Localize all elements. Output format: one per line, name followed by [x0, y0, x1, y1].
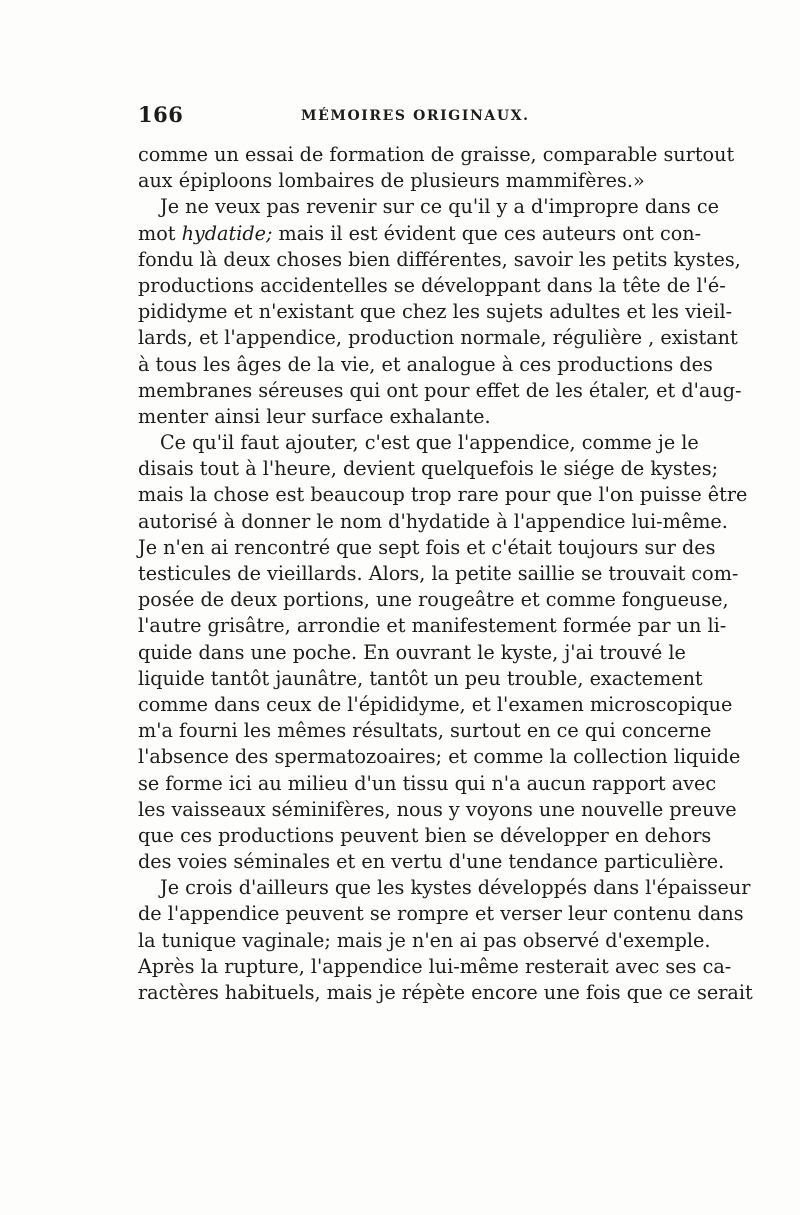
text-line: l'autre grisâtre, arrondie et manifestement formée par un li- — [138, 614, 727, 638]
running-title: MÉMOIRES ORIGINAUX. — [301, 108, 530, 124]
page-number: 166 — [138, 102, 184, 127]
text-line: Je n'en ai rencontré que sept fois et c'était toujours sur des — [138, 535, 716, 559]
italic-term: hydatide; — [181, 221, 273, 245]
text-line: menter ainsi leur surface exhalante. — [138, 404, 491, 428]
text-line: l'absence des spermatozoaires; et comme la collection liquide — [138, 745, 741, 769]
text-line: Ce qu'il faut ajouter, c'est que l'appendice, comme je le — [160, 431, 699, 455]
text-line: la tunique vaginale; mais je n'en ai pas observé d'exemple. — [138, 928, 711, 952]
text-line: pididyme et n'existant que chez les sujets adultes et les vieil- — [138, 300, 733, 324]
text-line: de l'appendice peuvent se rompre et verser leur contenu dans — [138, 902, 744, 926]
text-line: quide dans une poche. En ouvrant le kyste, j'ai trouvé le — [138, 640, 686, 664]
text-line: lards, et l'appendice, production normale, régulière , existant — [138, 326, 738, 350]
body-text — [138, 142, 753, 1006]
text-line: m'a fourni les mêmes résultats, surtout en ce qui concerne — [138, 719, 712, 743]
text-line: les vaisseaux séminifères, nous y voyons une nouvelle preuve — [138, 797, 737, 821]
text-line: testicules de vieillards. Alors, la petite saillie se trouvait com- — [138, 562, 739, 585]
text-line: disais tout à l'heure, devient quelquefois le siége de kystes; — [138, 457, 719, 481]
text-line: mais la chose est beaucoup trop rare pour que l'on puisse être — [138, 483, 748, 507]
text-line: à tous les âges de la vie, et analogue à ces productions des — [138, 352, 713, 376]
text-line: comme dans ceux de l'épididyme, et l'examen microscopique — [138, 692, 733, 716]
text-line: des voies séminales et en vertu d'une tendance particulière. — [138, 850, 725, 874]
text-line: comme un essai de formation de graisse, comparable surtout — [138, 143, 735, 166]
text-line: aux épiploons lombaires de plusieurs mammifères.» — [138, 169, 645, 193]
text-line: Je ne veux pas revenir sur ce qu'il y a d'impropre dans ce — [160, 195, 719, 219]
text-line: autorisé à donner le nom d'hydatide à l'appendice lui-même. — [138, 509, 728, 533]
text-line: Je crois d'ailleurs que les kystes développés dans l'épaisseur — [160, 876, 751, 900]
text-run: mais il est évident que ces auteurs ont con- — [272, 221, 702, 245]
text-line: ractères habituels, mais je répète encore une fois que ce serait — [138, 981, 753, 1004]
page-header — [138, 102, 660, 134]
text-line — [138, 221, 702, 247]
text-line: membranes séreuses qui ont pour effet de les étaler, et d'aug- — [138, 378, 742, 402]
text-line: productions accidentelles se développant dans la tête de l'é- — [138, 273, 726, 297]
text-line: posée de deux portions, une rougeâtre et comme fongueuse, — [138, 588, 729, 612]
text-line: que ces productions peuvent bien se développer en dehors — [138, 823, 712, 847]
text-run: mot — [138, 221, 182, 245]
text-line: se forme ici au milieu d'un tissu qui n'a aucun rapport avec — [138, 771, 717, 795]
text-line: Après la rupture, l'appendice lui-même resterait avec ses ca- — [138, 954, 732, 978]
text-line: fondu là deux choses bien différentes, savoir les petits kystes, — [138, 247, 741, 271]
text-line: liquide tantôt jaunâtre, tantôt un peu trouble, exactement — [138, 666, 703, 690]
